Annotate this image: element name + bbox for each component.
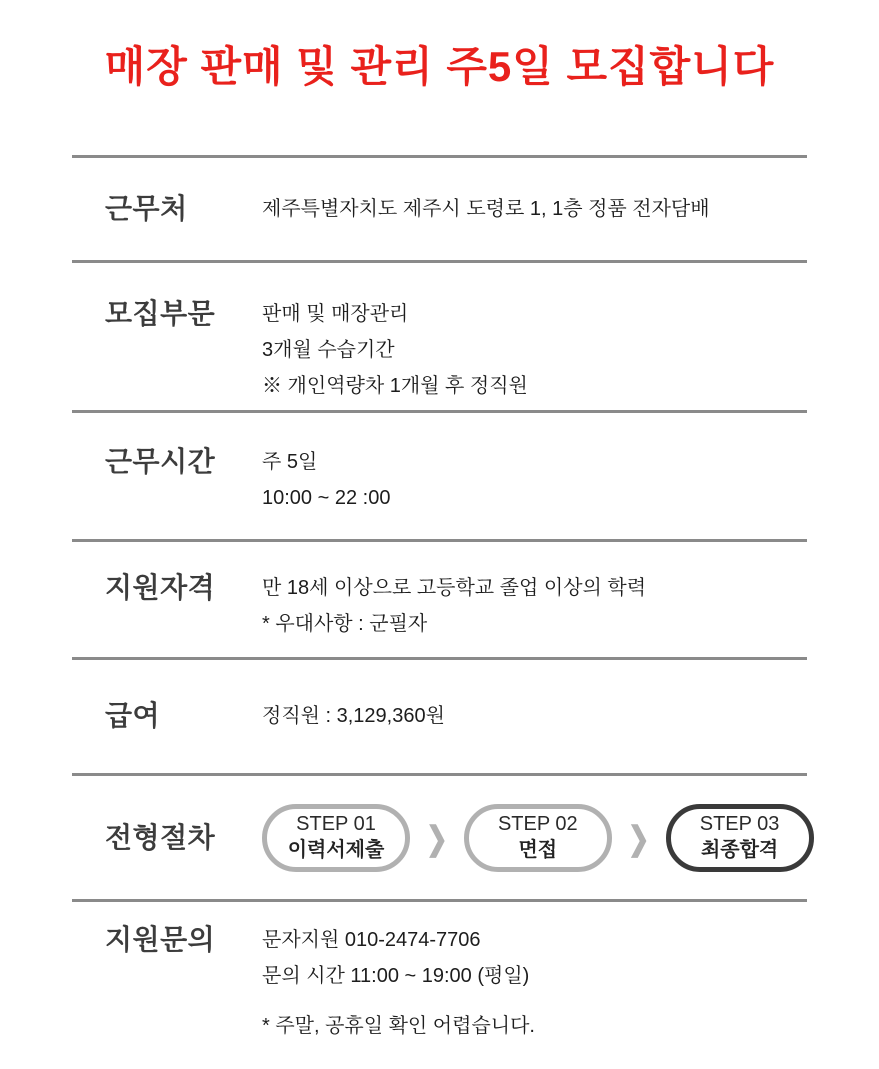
step-number: STEP 01 [296, 813, 376, 835]
hours-line: 10:00 ~ 22 :00 [262, 487, 391, 509]
step-name: 이력서제출 [287, 839, 385, 861]
row-recruitment [72, 260, 807, 410]
row-process [72, 773, 807, 899]
step-name: 최종합격 [700, 839, 779, 861]
process-steps [262, 804, 814, 872]
step-name: 면접 [518, 839, 558, 861]
contact-value [262, 922, 807, 1044]
row-hours [72, 410, 807, 539]
recruitment-label: 모집부문 [105, 298, 216, 329]
page-title: 매장 판매 및 관리 주5일 모집합니다 [104, 43, 775, 90]
salary-line: 정직원 : 3,129,360원 [262, 705, 445, 727]
recruitment-line: 3개월 수습기간 [262, 339, 395, 361]
salary-label: 급여 [105, 700, 161, 731]
workplace-value [262, 191, 807, 227]
recruitment-line: ※ 개인역량차 1개월 후 정직원 [262, 375, 528, 397]
qualification-line: * 우대사항 : 군필자 [262, 613, 428, 635]
row-contact [72, 899, 807, 1066]
workplace-line: 제주특별자치도 제주시 도령로 1, 1층 정품 전자담배 [262, 198, 710, 220]
step-badge-1 [262, 804, 410, 872]
hours-line: 주 5일 [262, 451, 318, 473]
qualification-value [262, 570, 807, 642]
step-badge-2 [464, 804, 612, 872]
contact-note: * 주말, 공휴일 확인 어렵습니다. [262, 1015, 535, 1037]
chevron-right-icon: ❯ [426, 818, 448, 857]
step-badge-3 [666, 804, 814, 872]
recruitment-value [262, 296, 807, 404]
info-table [72, 155, 807, 1066]
qualification-label: 지원자격 [105, 572, 216, 603]
row-qualification [72, 539, 807, 657]
contact-line: 문의 시간 11:00 ~ 19:00 (평일) [262, 965, 530, 987]
contact-label: 지원문의 [105, 924, 216, 955]
hours-value [262, 444, 807, 516]
hours-label: 근무시간 [105, 446, 216, 477]
workplace-label: 근무처 [105, 193, 188, 224]
step-number: STEP 03 [699, 813, 780, 835]
row-salary [72, 657, 807, 773]
contact-line: 문자지원 010-2474-7706 [262, 929, 481, 951]
qualification-line: 만 18세 이상으로 고등학교 졸업 이상의 학력 [262, 577, 647, 599]
process-value [262, 804, 814, 872]
row-workplace [72, 155, 807, 260]
salary-value [262, 698, 807, 734]
process-label: 전형절차 [105, 821, 216, 853]
recruitment-line: 판매 및 매장관리 [262, 303, 409, 325]
step-number: STEP 02 [497, 813, 578, 835]
chevron-right-icon: ❯ [627, 818, 650, 857]
